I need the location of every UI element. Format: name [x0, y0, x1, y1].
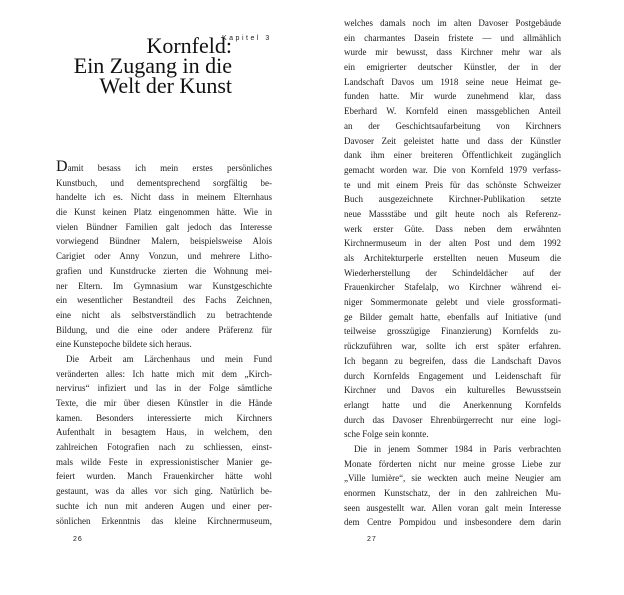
text-line: feiert wurden. Manch Frauenkircher hätte wohl	[56, 471, 272, 482]
text-line: ein emigrierter deutscher Künstler, der in der	[344, 62, 561, 73]
text-line: enormen Kunstschatz, der in den zahlreichen Mu-	[344, 488, 561, 498]
left-text-column	[56, 158, 272, 528]
text-line: Kirchner und Davos ein kulturelles Bewusstsein	[344, 385, 561, 396]
text-line: Landschaft Davos um 1918 seine neue Heimat ge-	[344, 76, 561, 87]
text-line: gemacht worden war. Die von Kornfeld 1979 verfass-	[344, 164, 561, 175]
text-line: vorwiegend Bündner Malern, beispielsweise Alois	[56, 236, 272, 247]
text-line: Bildung, und die eine oder andere Präferenz für	[56, 324, 272, 335]
text-line: Wiederherstellung der Schindeldächer auf der	[344, 267, 561, 278]
text-line: nervirus“ infiziert und las in der Folge sämtliche	[56, 383, 272, 394]
text-line: vielen Bündner Familien galt jedoch das Interesse	[56, 221, 272, 232]
text-line: dem Centre Pompidou und insbesondere dem darin	[344, 517, 561, 528]
text-line: ein charmantes Dasein fristete — und allmählich	[344, 32, 561, 43]
text-line: Ich begann zu begreifen, dass die Landschaft Davos	[344, 355, 561, 366]
text-line: seen ausgestellt war. Allen voran galt mein Interesse	[344, 502, 561, 513]
text-line: rückzuführen war, sollte ich erst später erfahren.	[344, 341, 561, 352]
page-number: 26	[73, 536, 83, 543]
text-line: zahlreichen Fotografien nach zu schliessen, einst-	[56, 442, 272, 453]
text-line: Texte, die mir über diesen Künstler in die Hände	[56, 398, 272, 408]
text-line: Die Arbeit am Lärchenhaus und mein Fund	[66, 353, 272, 364]
text-line: wurde mir bewusst, dass Kirchner mehr war als	[344, 47, 561, 58]
chapter-label: Kapitel 3	[222, 35, 272, 42]
text-line: veränderten alles: Ich hatte mich mit dem „Kirch-	[56, 368, 272, 379]
text-line: Die in jenem Sommer 1984 in Paris verbrachten	[354, 443, 561, 454]
text-line: Carigiet oder Anny Vonzun, und mehrere Litho-	[56, 251, 272, 262]
text-line: erlangt hatte und die Anerkennung Kornfelds	[344, 399, 561, 410]
text-line: neue Massstäbe und gilt heute noch als Referenz-	[344, 208, 561, 219]
drop-cap: D	[56, 158, 68, 175]
text-line: grafien und Kunstdrucke zierten die Wohnung mei-	[56, 265, 272, 276]
text-line: gestaunt, was da alles vor sich ging. Natürlich be-	[56, 486, 272, 497]
text-line: niger Sommermonate gelebt und viele grossformati-	[344, 297, 561, 308]
text-line: welches damals noch im alten Davoser Postgebäude	[344, 18, 561, 28]
text-line: sche Folge sein konnte.	[344, 429, 429, 440]
text-line: die Kunst keinen Platz eingenommen hätte. Wie in	[56, 207, 272, 218]
text-line: durch das Davoser Ehrenbürgerrecht nur eine logi-	[344, 414, 561, 425]
title-line: Welt der Kunst	[99, 73, 232, 98]
text-line: sönlichen Erkenntnis das kleine Kirchnermuseum,	[56, 515, 272, 526]
page-number: 27	[367, 536, 377, 543]
text-line: eine nicht als selbstverständlich zu betrachtende	[56, 309, 272, 320]
text-line: Frauenkircher Stafelalp, wo Kirchner während ei-	[344, 282, 561, 293]
text-line: Monate förderten nicht nur meine grosse Liebe zur	[344, 458, 561, 469]
text-line: handelte ich es. Nicht dass in meinem Elternhaus	[56, 192, 272, 203]
text-line: Aufenthalt in besagtem Haus, in welchem, den	[56, 427, 272, 438]
text-line: kamen. Besonders interessierte mich Kirchners	[56, 412, 272, 423]
text-line: suchte ich nun mit anderen Augen und einer per-	[56, 500, 272, 511]
text-line: ner Eltern. Im Gymnasium war Kunstgeschichte	[56, 280, 272, 291]
text-line: funden hatte. Mir wurde zunehmend klar, dass	[344, 91, 561, 102]
text-line: Kunstbuch, und dementsprechend sorgfältig be-	[56, 177, 272, 188]
title-line: Kornfeld:	[146, 33, 232, 58]
chapter-title	[22, 33, 232, 98]
text-line: Davoser Zeit geleistet hatte und dass der Künstler	[344, 135, 561, 146]
right-text-column	[344, 16, 561, 530]
text-line: ge Bilder gemalt hatte, ebenfalls auf Initiative (und	[344, 311, 561, 322]
title-line: Ein Zugang in die	[73, 53, 232, 78]
text-line: ein wesentlicher Bestandteil des Fachs Zeichnen,	[56, 295, 272, 306]
text-line: mals wilde Feste in expressionistischer Manier ge-	[56, 456, 272, 467]
text-line: te und mit einem Preis für das schönste Schweizer	[344, 179, 561, 190]
text-line: teilweise grosszügige Finanzierung) Kornfelds zu-	[344, 326, 561, 337]
text-line: werk erster Güte. Dass neben dem erwähnten	[344, 223, 561, 234]
text-line: Buch ausgezeichnete Kirchner-Publikation setzte	[344, 194, 561, 205]
text-line: eine Kunstepoche bildete sich heraus.	[56, 339, 192, 350]
text-line: Kirchnermuseum in der alten Post und dem 1992	[344, 238, 561, 249]
text-line: Eberhard W. Kornfeld einen massgeblichen Anteil	[344, 106, 561, 117]
text-line: durch Kornfelds Engagement und Leidenschaft für	[344, 370, 561, 381]
text-line-content: amit besass ich mein erstes persönliches	[67, 163, 272, 173]
text-line: an der Geschichtsaufarbeitung von Kirchners	[344, 120, 561, 131]
right-page	[312, 0, 624, 595]
text-line: dank ihm einer breiteren Öffentlichkeit zugänglich	[344, 150, 561, 161]
text-line: „Ville lumière“, sie weckten auch meine Neugier am	[344, 473, 561, 484]
text-line: als Architekturperle erstellten neuen Museum die	[344, 253, 561, 263]
text-line	[56, 158, 272, 176]
